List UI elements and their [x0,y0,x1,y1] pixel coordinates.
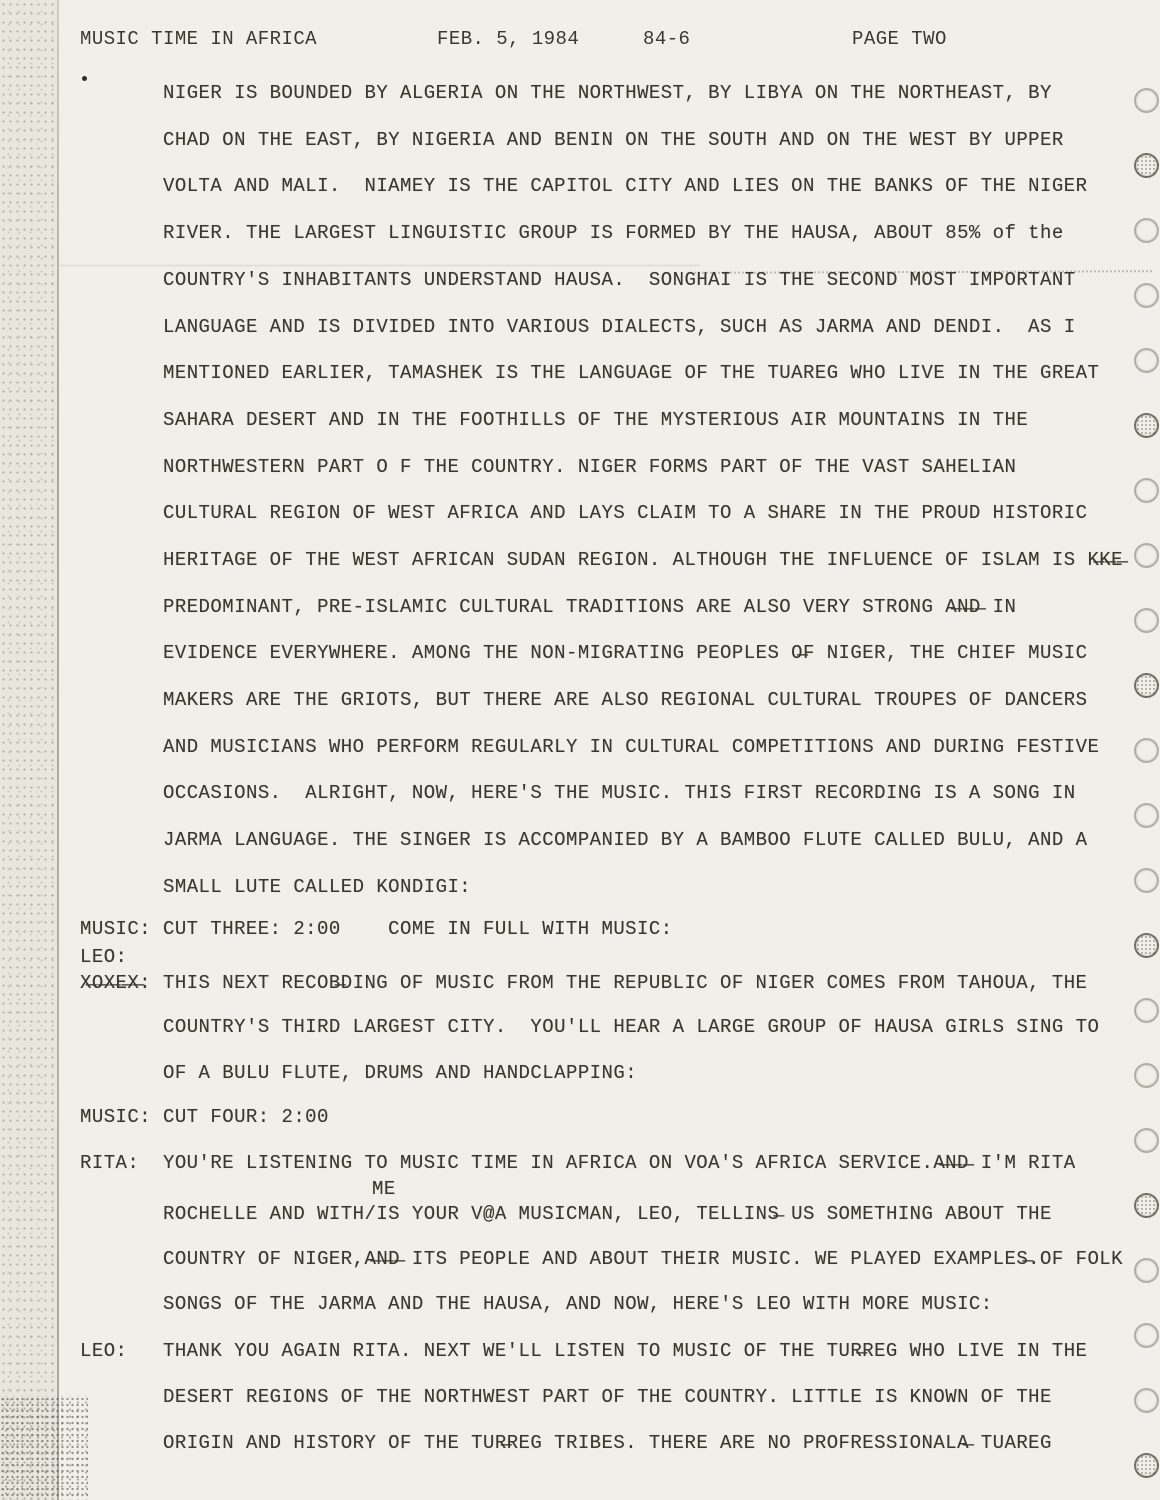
binder-hole-icon [1134,738,1159,763]
binder-hole-icon [1134,803,1159,828]
script-line: NORTHWESTERN PART O F THE COUNTRY. NIGER FORMS PART OF THE VAST SAHELIAN [163,456,1017,478]
binder-hole-icon [1134,413,1159,438]
script-line: DESERT REGIONS OF THE NORTHWEST PART OF THE COUNTRY. LITTLE IS KNOWN OF THE [163,1386,1052,1408]
script-line: ROCHELLE AND WITH/IS YOUR V@A MUSICMAN, LEO, TELLINS̶ US SOMETHING ABOUT THE [163,1203,1052,1225]
script-line: SMALL LUTE CALLED KONDIGI: [163,876,472,898]
typed-period-mark [82,76,87,81]
script-line: JARMA LANGUAGE. THE SINGER IS ACCOMPANIED BY A BAMBOO FLUTE CALLED BULU, AND A [163,829,1088,851]
binder-hole-icon [1134,1193,1159,1218]
script-line: COUNTRY'S INHABITANTS UNDERSTAND HAUSA. SONGHAI IS THE SECOND MOST IMPORTANT [163,269,1076,291]
script-line: SONGS OF THE JARMA AND THE HAUSA, AND NOW, HERE'S LEO WITH MORE MUSIC: [163,1293,993,1315]
script-line: COUNTRY OF NIGER,A̶N̶D̶ ITS PEOPLE AND ABOUT THEIR MUSIC. WE PLAYED EXAMPLES̶.OF FOLK [163,1248,1124,1270]
binder-hole-icon [1134,348,1159,373]
header-date: FEB. 5, 1984 [437,28,580,50]
binder-hole-icon [1134,543,1159,568]
paper-fold [60,264,700,267]
binder-hole-icon [1134,1258,1159,1283]
header-page-label: PAGE TWO [852,28,947,50]
script-line: NIGER IS BOUNDED BY ALGERIA ON THE NORTHWEST, BY LIBYA ON THE NORTHEAST, BY [163,82,1052,104]
binder-hole-icon [1134,608,1159,633]
script-line: ME [372,1178,396,1200]
script-line: PREDOMINANT, PRE-ISLAMIC CULTURAL TRADITIONS ARE ALSO VERY STRONG A̶N̶D̶ IN [163,596,1017,618]
script-line: RIVER. THE LARGEST LINGUISTIC GROUP IS FORMED BY THE HAUSA, ABOUT 85% of the [163,222,1064,244]
scan-noise-patch [0,1396,88,1500]
binder-hole-icon [1134,153,1159,178]
script-line: OF A BULU FLUTE, DRUMS AND HANDCLAPPING: [163,1062,638,1084]
script-line: SAHARA DESERT AND IN THE FOOTHILLS OF THE MYSTERIOUS AIR MOUNTAINS IN THE [163,409,1029,431]
binder-hole-icon [1134,1063,1159,1088]
binder-hole-icon [1134,1128,1159,1153]
header-script-number: 84-6 [643,28,691,50]
script-line: EVIDENCE EVERYWHERE. AMONG THE NON-MIGRATING PEOPLES O̶F NIGER, THE CHIEF MUSIC [163,642,1088,664]
script-line: MUSIC: CUT FOUR: 2:00 [80,1106,329,1128]
binder-hole-icon [1134,478,1159,503]
binder-hole-icon [1134,283,1159,308]
binder-hole-icon [1134,998,1159,1023]
script-line: MUSIC: CUT THREE: 2:00 COME IN FULL WITH MUSIC: [80,918,673,940]
script-line: AND MUSICIANS WHO PERFORM REGULARLY IN CULTURAL COMPETITIONS AND DURING FESTIVE [163,736,1100,758]
page-edge [57,0,59,1500]
script-line: OCCASIONS. ALRIGHT, NOW, HERE'S THE MUSIC. THIS FIRST RECORDING IS A SONG IN [163,782,1076,804]
script-line: LANGUAGE AND IS DIVIDED INTO VARIOUS DIALECTS, SUCH AS JARMA AND DENDI. AS I [163,316,1076,338]
binder-hole-icon [1134,868,1159,893]
script-line: CHAD ON THE EAST, BY NIGERIA AND BENIN ON THE SOUTH AND ON THE WEST BY UPPER [163,129,1064,151]
script-line: RITA: YOU'RE LISTENING TO MUSIC TIME IN AFRICA ON VOA'S AFRICA SERVICE.A̶N̶D̶ I'M RITA [80,1152,1076,1174]
script-line: MAKERS ARE THE GRIOTS, BUT THERE ARE ALSO REGIONAL CULTURAL TROUPES OF DANCERS [163,689,1088,711]
script-line: LEO: [80,946,128,968]
binder-hole-icon [1134,218,1159,243]
binder-hole-icon [1134,1388,1159,1413]
binder-hole-icon [1134,88,1159,113]
script-line: CULTURAL REGION OF WEST AFRICA AND LAYS CLAIM TO A SHARE IN THE PROUD HISTORIC [163,502,1088,524]
script-line: LEO: THANK YOU AGAIN RITA. NEXT WE'LL LISTEN TO MUSIC OF THE TUR̶REG WHO LIVE IN THE [80,1340,1088,1362]
document-title: MUSIC TIME IN AFRICA [80,28,318,50]
script-line: HERITAGE OF THE WEST AFRICAN SUDAN REGION. ALTHOUGH THE INFLUENCE OF ISLAM IS K̶K̶E̶ [163,549,1124,571]
scan-left-margin [0,0,57,1500]
script-line: VOLTA AND MALI. NIAMEY IS THE CAPITOL CITY AND LIES ON THE BANKS OF THE NIGER [163,175,1088,197]
binder-hole-icon [1134,1323,1159,1348]
script-line: X̶O̶X̶E̶X̶: THIS NEXT RECOB̶DING OF MUSIC FROM THE REPUBLIC OF NIGER COMES FROM TAHOUA, THE [80,972,1088,994]
script-line: COUNTRY'S THIRD LARGEST CITY. YOU'LL HEAR A LARGE GROUP OF HAUSA GIRLS SING TO [163,1016,1100,1038]
script-line: ORIGIN AND HISTORY OF THE TUR̶REG TRIBES. THERE ARE NO PROFRESSIONALA̶ TUAREG [163,1432,1052,1454]
binder-hole-icon [1134,673,1159,698]
script-line: MENTIONED EARLIER, TAMASHEK IS THE LANGUAGE OF THE TUAREG WHO LIVE IN THE GREAT [163,362,1100,384]
binder-hole-icon [1134,1453,1159,1478]
binder-hole-icon [1134,933,1159,958]
